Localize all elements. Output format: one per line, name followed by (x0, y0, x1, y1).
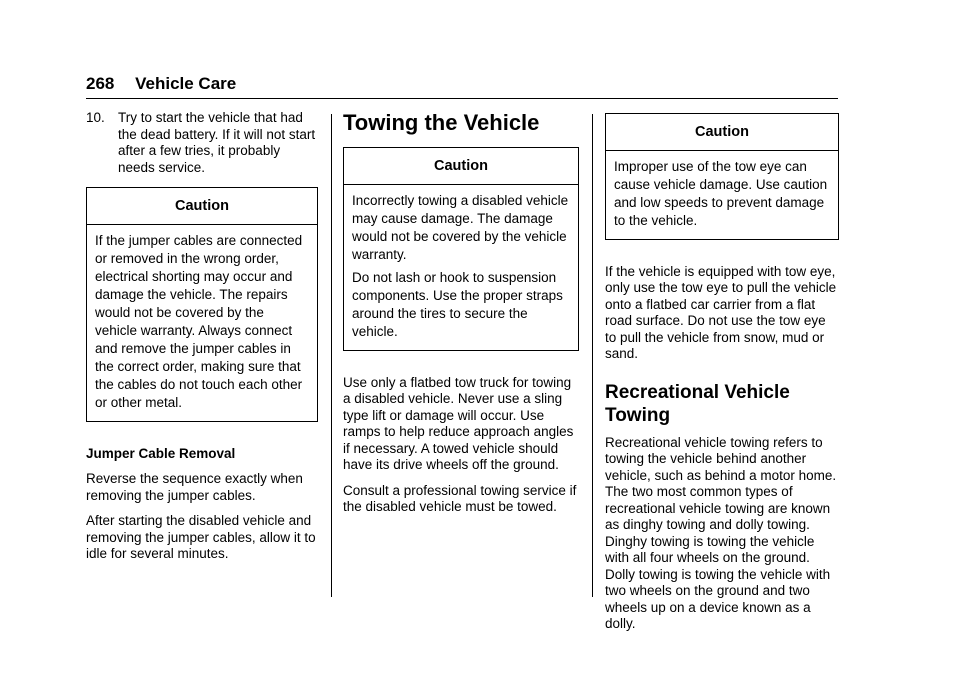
paragraph: After starting the disabled vehicle and removing the jumper cables, allow it to idle for several minutes. (86, 513, 316, 561)
page-number: 268 (86, 74, 115, 93)
column-divider-1 (331, 114, 332, 597)
caution-body (606, 151, 838, 239)
caution-text: Incorrectly towing a disabled vehicle may cause damage. The damage would not be covered by the vehicle warranty. (352, 192, 569, 262)
column-middle (343, 110, 579, 525)
caution-title: Caution (606, 114, 838, 151)
caution-title: Caution (344, 148, 578, 185)
heading-recreational-vehicle-towing: Recreational Vehicle Towing (605, 381, 790, 426)
caution-text: If the jumper cables are connected or removed in the wrong order, electrical shorting may occur and damage the vehicle. The repairs would not be covered by the vehicle warranty. Always connect and remove the jumper cables in the correct order, making sure that the cables do not touch each other or other metal. (95, 232, 303, 410)
step-number: 10. (86, 110, 105, 125)
column-divider-2 (592, 114, 593, 597)
caution-box-tow-eye (605, 113, 839, 240)
caution-box-jumper (86, 187, 318, 422)
step-item (86, 110, 318, 176)
caution-body (344, 185, 578, 350)
paragraph: Use only a flatbed tow truck for towing a disabled vehicle. Never use a sling type lift or damage will occur. Use ramps to help reduce approach angles if necessary. A towed vehicle should have its drive wheels off the ground. (343, 374, 574, 472)
column-left (86, 110, 318, 572)
heading-towing-the-vehicle: Towing the Vehicle (343, 110, 540, 135)
caution-box-towing (343, 147, 579, 351)
caution-text: Improper use of the tow eye can cause vehicle damage. Use caution and low speeds to prevent damage to the vehicle. (614, 158, 828, 228)
section-title: Vehicle Care (135, 74, 237, 93)
column-right (605, 110, 839, 642)
page-header (86, 74, 236, 94)
paragraph: Reverse the sequence exactly when removing the jumper cables. (86, 471, 303, 503)
paragraph: If the vehicle is equipped with tow eye, only use the tow eye to pull the vehicle onto a flatbed car carrier from a flat road surface. Do not use the tow eye to pull the vehicle from snow, mud or sand. (605, 263, 837, 361)
subheading-jumper-cable-removal: Jumper Cable Removal (86, 445, 236, 461)
caution-body (87, 225, 317, 421)
paragraph: Consult a professional towing service if the disabled vehicle must be towed. (343, 482, 577, 514)
paragraph: Recreational vehicle towing refers to towing the vehicle behind another vehicle, such as behind a motor home. The two most common types of recreational vehicle towing are known as dinghy towing and dolly towing. Dinghy towing is towing the vehicle with all four wheels on the ground. Dolly towing is towing the vehicle with two wheels on the ground and two wheels up on a device known as a dolly. (605, 434, 837, 631)
caution-title: Caution (87, 188, 317, 225)
caution-text: Do not lash or hook to suspension components. Use the proper straps around the tires to secure the vehicle. (352, 269, 563, 339)
step-text: Try to start the vehicle that had the dead battery. If it will not start after a few tries, it probably needs service. (118, 110, 316, 175)
header-rule (86, 98, 838, 99)
